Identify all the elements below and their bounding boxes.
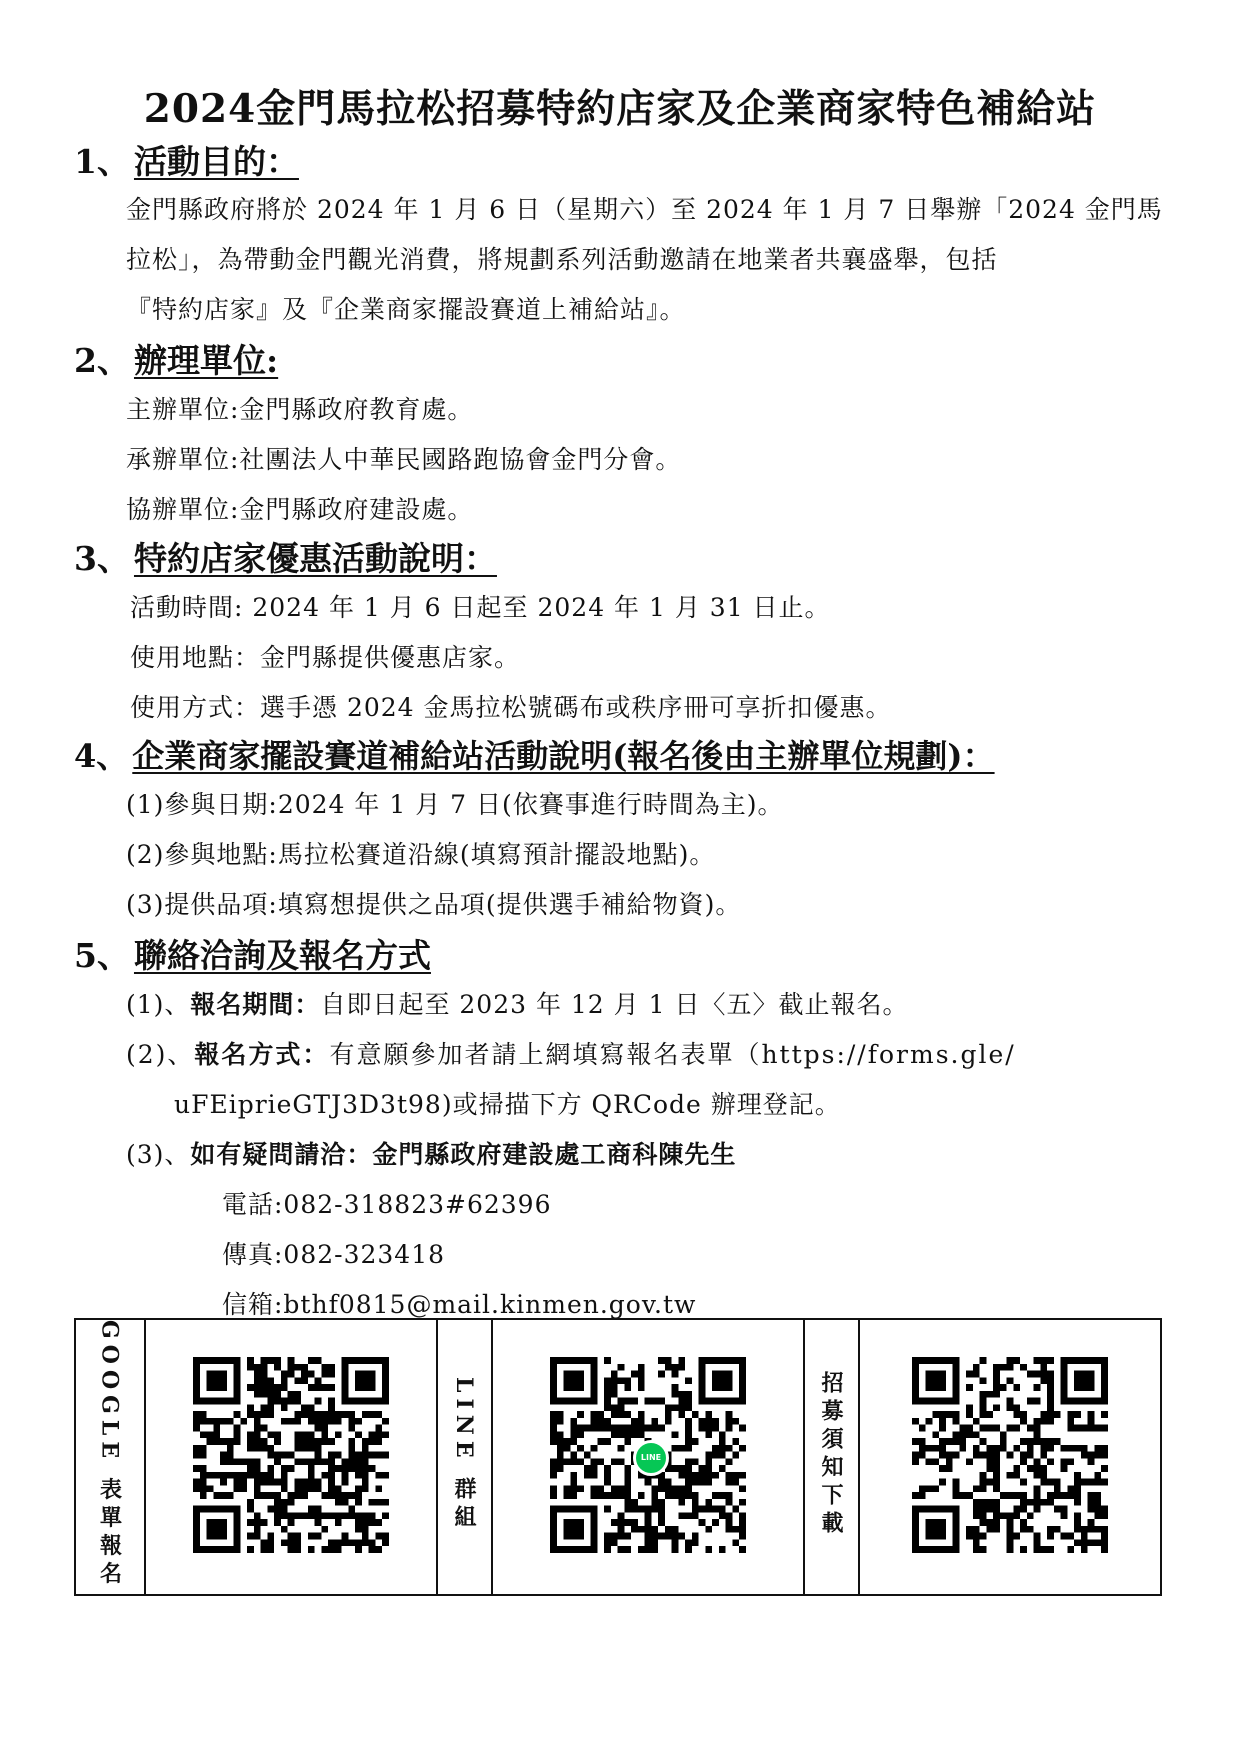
contact-item-1-text: 自即日起至 2023 年 12 月 1 日〈五〉截止報名。 [320,990,909,1019]
section-5-number: 5、 [74,936,130,975]
section-2-number: 2、 [74,341,130,380]
contact-fax: 傳真:082-323418 [222,1240,446,1269]
section-3-heading [74,533,497,580]
contact-item-3-prefix: (3)、 [126,1140,191,1169]
section-2-line: 協辦單位:金門縣政府建設處。 [126,495,474,524]
contact-item-2-text: 有意願參加者請上網填寫報名表單（https://forms.gle/ [329,1040,1016,1069]
recruitment-guide-qr-code[interactable] [912,1355,1108,1555]
section-3-line: 使用方式：選手憑 2024 金馬拉松號碼布或秩序冊可享折扣優惠。 [130,693,892,722]
contact-item-3 [126,1135,736,1171]
qr-label-cell [804,1319,859,1595]
contact-phone: 電話:082-318823#62396 [222,1190,552,1219]
contact-item-2-continued: uFEiprieGTJ3D3t98)或掃描下方 QRCode 辦理登記。 [174,1090,841,1119]
section-5-heading [74,930,431,977]
contact-item-2 [126,1035,1016,1071]
qr-label-cell [75,1319,145,1595]
section-2-line: 承辦單位:社團法人中華民國路跑協會金門分會。 [126,445,682,474]
qr-label-cell [437,1319,492,1595]
section-3-line: 活動時間: 2024 年 1 月 6 日起至 2024 年 1 月 31 日止。 [130,593,831,622]
line-group-qr-code[interactable] [550,1355,746,1555]
contact-email: 信箱:bthf0815@mail.kinmen.gov.tw [222,1290,697,1319]
section-2-title: 辦理單位: [133,341,279,380]
section-3-number: 3、 [74,539,130,578]
recruitment-guide-label: 招募須知下載 [818,1370,844,1539]
section-4-heading [74,731,995,777]
qr-cell [145,1319,437,1595]
google-form-qr-code[interactable] [193,1355,389,1555]
contact-item-1-label: 報名期間： [190,990,321,1019]
section-3-title: 特約店家優惠活動說明： [133,539,497,578]
qr-cell [859,1319,1161,1595]
section-1-line: 『特約店家』及『企業商家擺設賽道上補給站』。 [126,295,686,324]
contact-item-1 [126,985,908,1021]
section-5-title: 聯絡洽詢及報名方式 [133,936,431,975]
section-2-heading [74,335,278,382]
section-3-line: 使用地點：金門縣提供優惠店家。 [130,643,521,672]
section-1-line: 拉松」，為帶動金門觀光消費，將規劃系列活動邀請在地業者共襄盛舉，包括 [126,245,998,274]
section-1-number: 1、 [74,142,130,181]
contact-item-3-label: 如有疑問請洽：金門縣政府建設處工商科陳先生 [190,1140,737,1169]
contact-item-2-label: 報名方式： [194,1040,330,1069]
section-4-title: 企業商家擺設賽道補給站活動說明(報名後由主辦單位規劃)： [132,737,995,775]
qr-code-table [74,1318,1162,1596]
section-4-line: (3)提供品項:填寫想提供之品項(提供選手補給物資)。 [126,890,742,919]
contact-item-2-prefix: (2)、 [126,1040,195,1069]
section-4-line: (1)參與日期:2024 年 1 月 7 日(依賽事進行時間為主)。 [126,790,784,819]
section-1-line: 金門縣政府將於 2024 年 1 月 6 日（星期六）至 2024 年 1 月 7 日舉辦「2024 金門馬 [126,195,1163,224]
section-4-number: 4、 [74,737,129,775]
line-logo-icon: LINE [633,1440,669,1476]
google-form-label: GOOGLE 表單報名 [96,1320,123,1590]
section-1-heading [74,136,299,183]
line-group-label: LINE 群組 [451,1376,477,1534]
qr-cell [492,1319,804,1595]
section-2-line: 主辦單位:金門縣政府教育處。 [126,395,474,424]
section-1-title: 活動目的： [133,142,299,181]
contact-item-1-prefix: (1)、 [126,990,191,1019]
page-title: 2024金門馬拉松招募特約店家及企業商家特色補給站 [143,86,1097,132]
section-4-line: (2)參與地點:馬拉松賽道沿線(填寫預計擺設地點)。 [126,840,716,869]
